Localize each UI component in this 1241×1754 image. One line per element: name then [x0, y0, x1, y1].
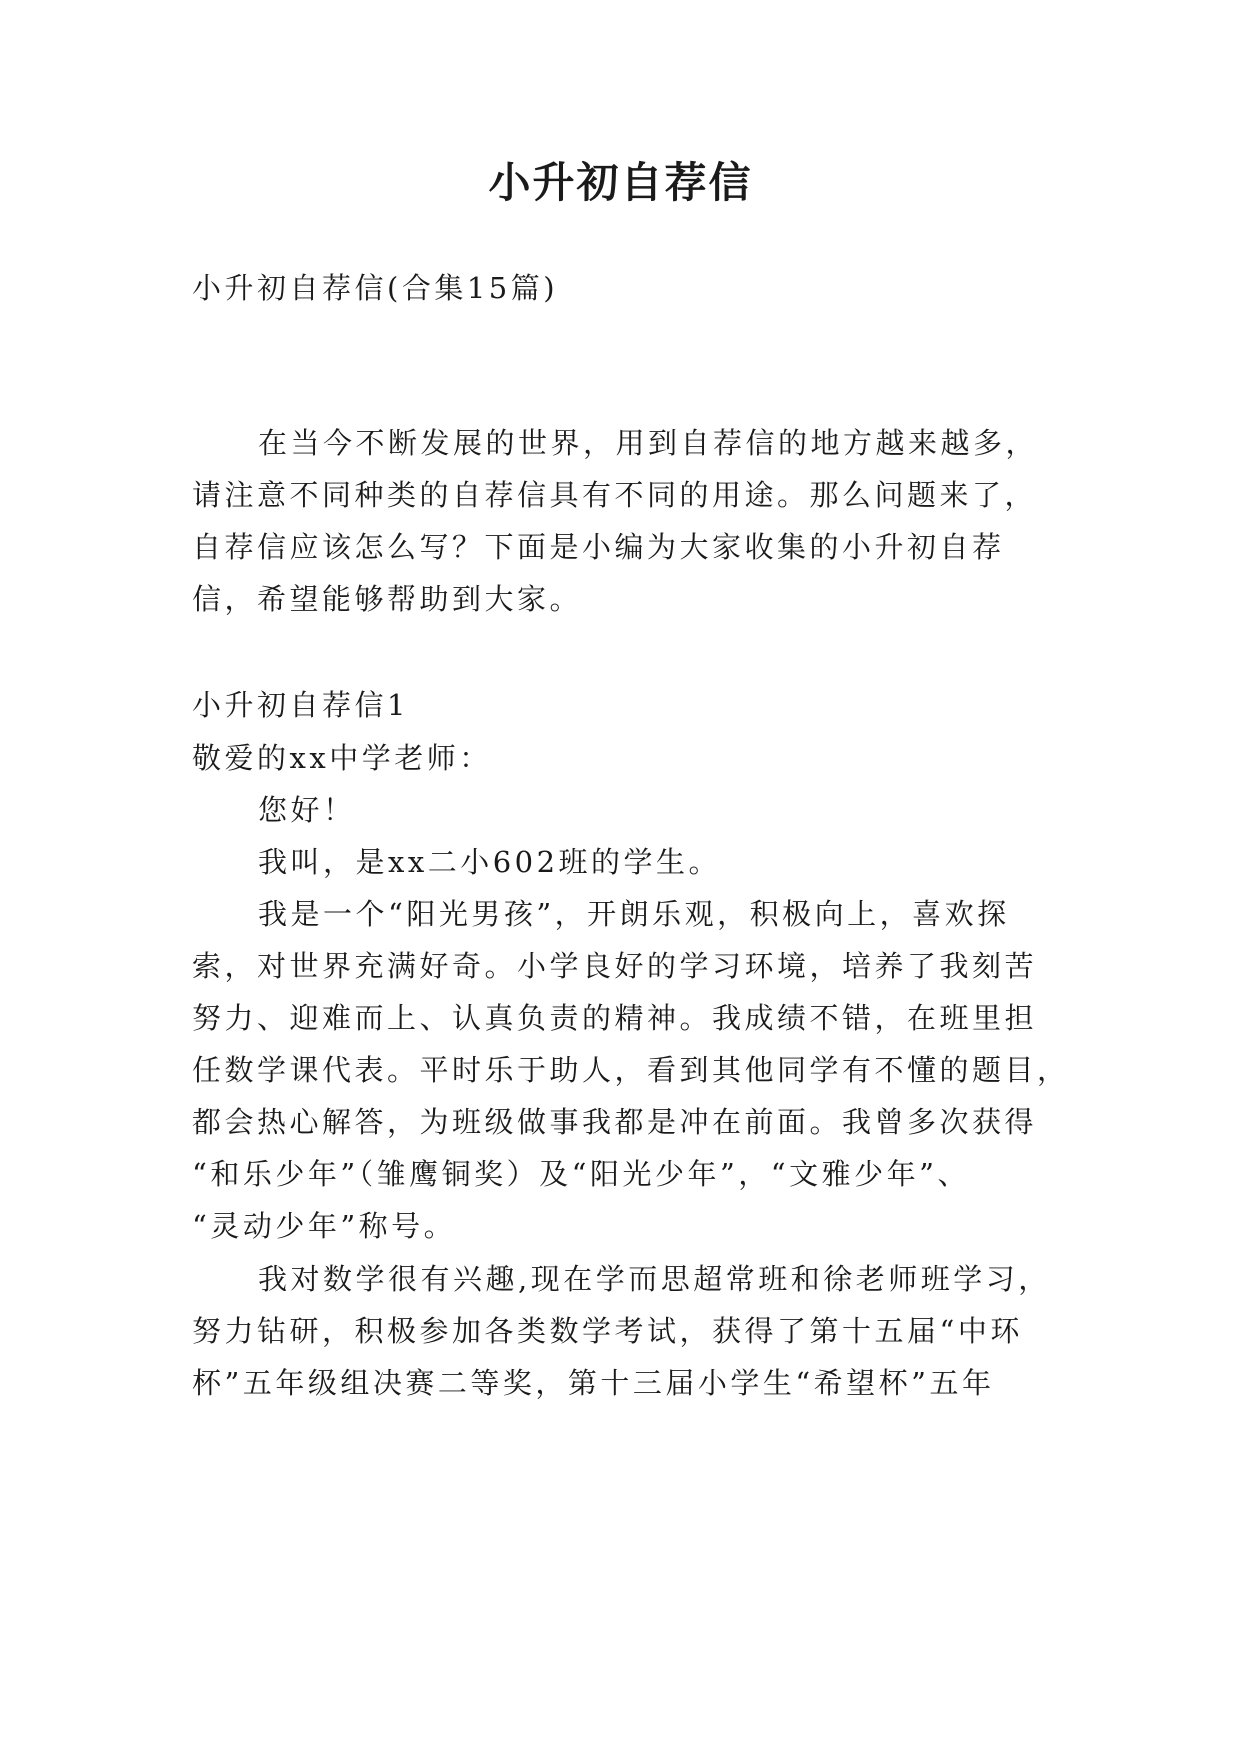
- document-title: 小升初自荐信: [488, 158, 753, 207]
- paragraph-line: “灵动少年”称号。: [192, 1209, 457, 1243]
- paragraph-line: 努力钻研，积极参加各类数学考试，获得了第十五届“中环: [192, 1314, 1023, 1348]
- paragraph-line: 任数学课代表。平时乐于助人，看到其他同学有不懂的题目，: [192, 1053, 1070, 1087]
- intro-line: 请注意不同种类的自荐信具有不同的用途。那么问题来了，: [192, 478, 1038, 512]
- paragraph-line: 都会热心解答，为班级做事我都是冲在前面。我曾多次获得: [192, 1105, 1038, 1139]
- intro-line: 信，希望能够帮助到大家。: [192, 582, 583, 616]
- greeting: 您好！: [258, 793, 356, 827]
- paragraph-line: 我是一个“阳光男孩”，开朗乐观，积极向上，喜欢探: [258, 897, 1010, 931]
- paragraph-line: 索，对世界充满好奇。小学良好的学习环境，培养了我刻苦: [192, 949, 1038, 983]
- document-subtitle: 小升初自荐信(合集15篇): [192, 271, 559, 305]
- intro-line: 在当今不断发展的世界，用到自荐信的地方越来越多，: [258, 426, 1039, 460]
- paragraph-line: 努力、迎难而上、认真负责的精神。我成绩不错，在班里担: [192, 1001, 1038, 1035]
- paragraph-line: “和乐少年”（雏鹰铜奖）及“阳光少年”，“文雅少年”、: [192, 1157, 970, 1191]
- intro-line: 自荐信应该怎么写？下面是小编为大家收集的小升初自荐: [192, 530, 1005, 564]
- paragraph-line: 杯”五年级组决赛二等奖，第十三届小学生“希望杯”五年: [192, 1366, 995, 1400]
- paragraph-line: 我对数学很有兴趣,现在学而思超常班和徐老师班学习，: [258, 1262, 1051, 1296]
- self-intro: 我叫，是xx二小602班的学生。: [258, 845, 722, 879]
- salutation: 敬爱的xx中学老师：: [192, 741, 492, 775]
- letter-heading: 小升初自荐信1: [192, 688, 409, 722]
